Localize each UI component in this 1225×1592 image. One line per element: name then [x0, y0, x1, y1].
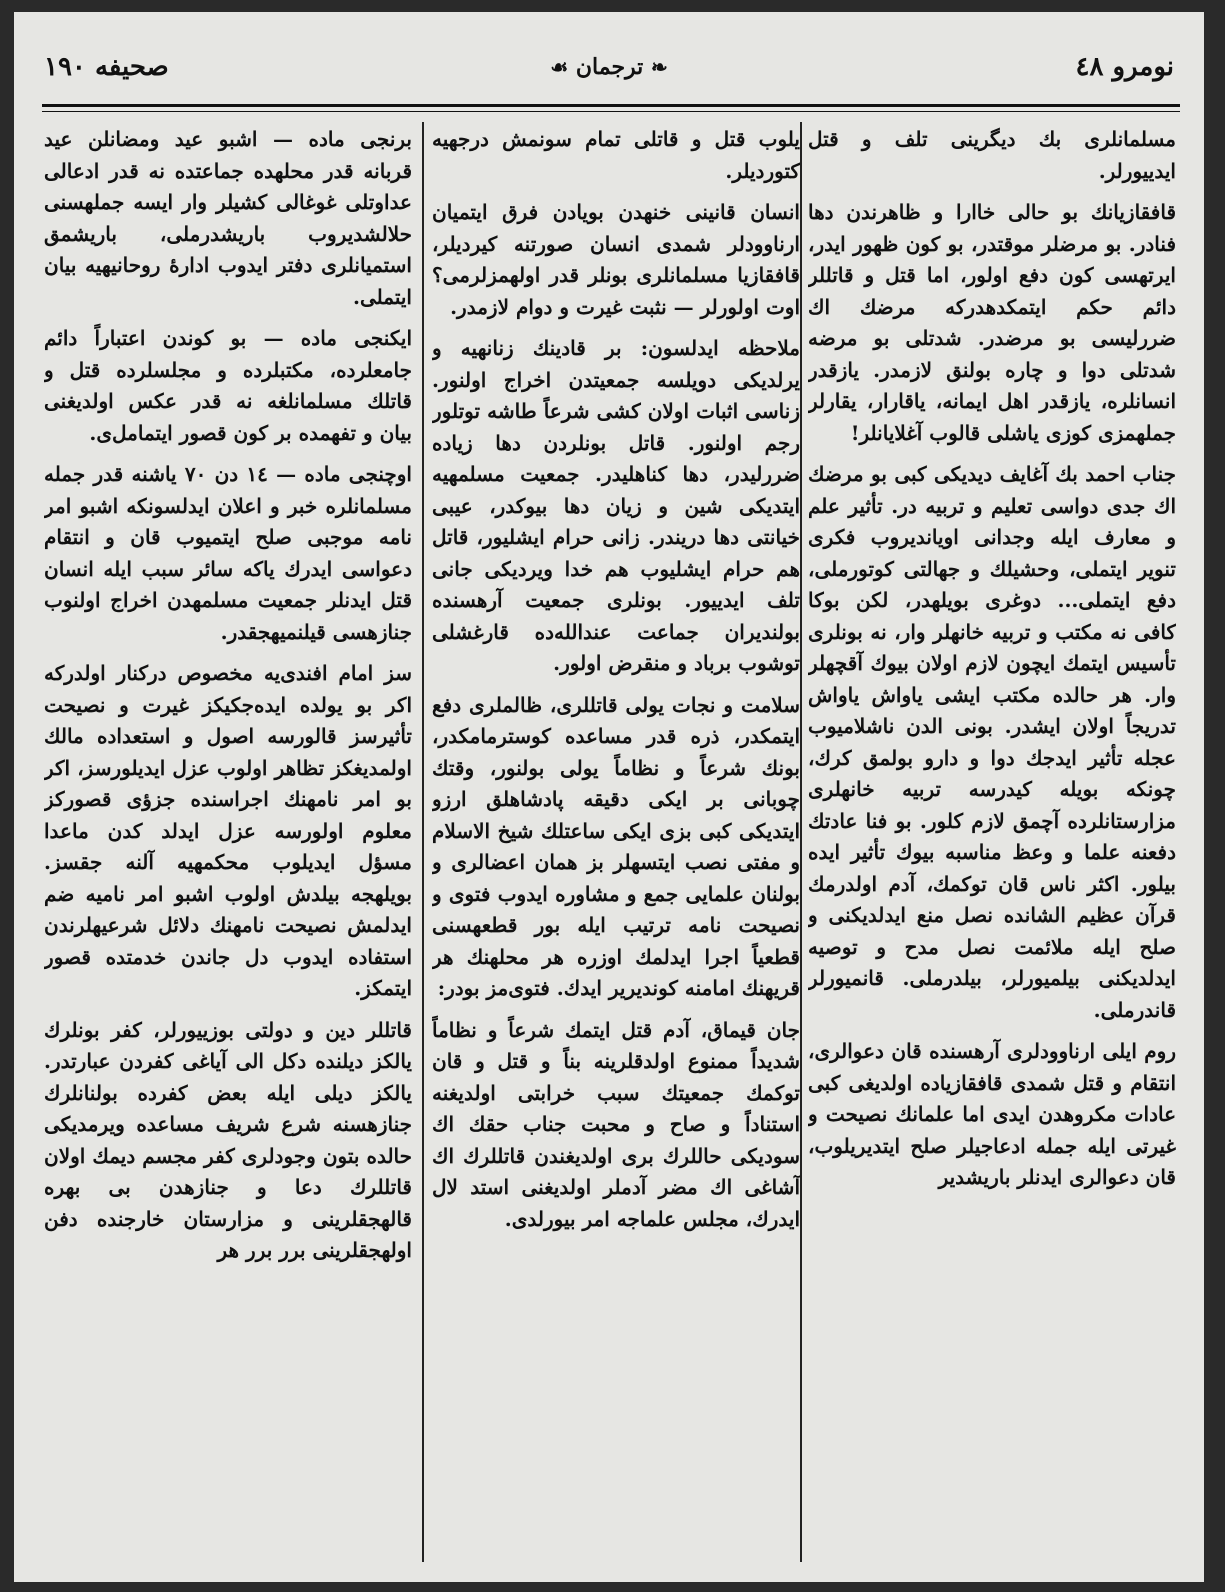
paragraph: سز امام افندی‌یه مخصوص درکنار اولدرکه اکر بو یولده ایده‌جکیکز غیرت و نصیحت تأثیرسز قالورسه اصول و استعداده مالك اولمدیغکز تظاهر اولوب عزل ایدیلورسز، اکر بو امر نامهنك اجراسنده جزؤی قصورکز معلوم اولورسه عزل ایدلد کدن ماعدا مسؤل ایدیلوب محکمهیه آلنه جقسز. بویلهجه بیلدش اولوب اشبو امر نامیه ضم ایدلمش نصیحت نامهنك دلائل شرعیهلرندن استفاده ایدوب دل جاندن خدمتده قصور ایتمکز. — [44, 661, 412, 1000]
paragraph: اوچنجی ماده — ١٤ دن ٧٠ یاشنه قدر جمله مسلمانلره خبر و اعلان ایدلسونکه اشبو امر نامه موجبی صلح ایتمیوب قان و انتقام دعواسی ایدرك یاکه سائر سبب ایله انسان قتل ایدنلر جمعیت مسلمهدن اخراج اولنوب جنازهسی قیلنمیهجقدر. — [44, 462, 412, 644]
paragraph: جناب احمد بك آغایف دیدیکی کبی بو مرضك اك جدی دواسی تعلیم و تربیه در. تأثیر علم و معارف ایله وجدانی اویاندیروب فکری تنویر ایتملی، وحشیلك و جهالتی کوتورملی، دفع ایتملی... دوغری بویلهدر، لکن بوکا کافی نه مکتب و تربیه خانهلر وار، نه بونلری تأسیس ایتمك ایچون لازم اولان بیوك آقچهلر وار. هر حالده مکتب ایشی یاواش یاواش تدریجاً اولان ایشدر. بونی الدن ناشلامیوب عجله تأثیر ایدجك دوا و دارو بولمق کرك، چونکه بویله کیدرسه تربیه خانهلری مزارستانلرده آچمق لازم کلور. بو فنا عادتك دفعنه علما و وعظ مناسبه بیوك تأثیر ایده بیلور. اکثر ناس قان توکمك، آدم اولدرمك قرآن عظیم الشانده نصل منع ایدلدیکنی و صلح ایله ملائمت نصل مدح و توصیه ایدلدیکنی بیلمیورلر، بیلدرملی. قانمیورلر قاندرملی. — [808, 462, 1176, 1022]
column-divider-right — [800, 122, 802, 1562]
paragraph: جان قیماق، آدم قتل ایتمك شرعاً و نظاماً شدیداً ممنوع اولدقلرینه بناً و قتل و قان توکمك جمعیتك سبب خرابتی اولدیغنه استناداً و صاح و محبت جناب حقك اك سودیکی حاللرك بری اولدیغندن قاتللرك اك آشاغی اك مضر آدملر اولدیغنی استد لال ایدرك، مجلس علماجه امر بیورلدی. — [432, 1017, 800, 1231]
paragraph: یلوب قتل و قاتلی تمام سونمش درجهیه کتوردیلر. — [432, 127, 800, 183]
paragraph: سلامت و نجات یولی قاتللری، ظالملری دفع ایتمکدر، ذره قدر مساعده کوسترمامکدر، بونك شرعاً و نظاماً یولی بولنور، وقتك چوبانی بر ایکی دقیقه پادشاهلق ارزو ایتدیکی کبی بزی ایکی ساعتلك شیخ الاسلام و مفتی نصب ایتسهلر بز همان اعضالری و بولنان علمایی جمع و مشاوره ایدوب فتوی و نصیحت نامه ترتیب ایله بور قطعهسنی قطعیاً اجرا ایدلمك اوزره هر محلهنك هر قریهنك امامنه کوندیریر ایدك. فتوی‌مز بودر: — [432, 692, 800, 1000]
newspaper-page — [14, 12, 1204, 1582]
column-divider-left — [422, 122, 424, 1562]
ornament-left-icon: ❧ — [650, 55, 668, 79]
paragraph: روم ایلی ارناوودلری آرهسنده قان دعوالری، انتقام و قتل شمدی قافقازیاده اولدیغی کبی عادات مکروهدن ایدی اما علمانك نصیحت و غیرتی ایله جمله ادعاجیلر صلح ایتدیریلوب، قان دعوالری ایدنلر باریشدیر — [808, 1039, 1176, 1189]
masthead-title-text: ترجمان — [575, 54, 644, 80]
page-number: صحیفه ١٩٠ — [44, 52, 169, 82]
header-rule-thick — [42, 104, 1180, 107]
paragraph: ایکنجی ماده — بو کوندن اعتباراً دائم جامعلرده، مکتبلرده و مجلسلرده قتل و قاتلك مسلمانلغه نه قدر عکس اولدیغنی بیان و تفهمده بر کون قصور ایتمامل‌ی. — [44, 326, 412, 445]
paragraph: ملاحظه ایدلسون: بر قادینك زنانهیه و یرلدیکی دویلسه جمعیتدن اخراج اولنور. زناسی اثبات اولان کشی شرعاً طاشه توتلور رجم اولنور. قاتل بونلردن دها زیاده ضررلیدر، دها کناهلیدر. جمعیت مسلمهیه ایتدیکی شین و زیان دها بیوکدر، عیبی خیانتی دها دریندر. زانی حرام ایشلیور، قاتل هم حرام ایشلیوب هم خدا ویردیکی جانی تلف ایدییور. بونلری جمعیت آرهسنده بولندیران جماعت عندالله‌ده قارغشلی توشوب برباد و منقرض اولور. — [432, 336, 800, 675]
column-left — [44, 124, 412, 1574]
ornament-right-icon: ☙ — [550, 55, 569, 79]
column-middle — [432, 124, 800, 1574]
paragraph: مسلمانلری بك دیگرینی تلف و قتل ایدییورلر. — [808, 127, 1176, 183]
paragraph: انسان قانینی خنهدن بویادن فرق ایتمیان ارناوودلر شمدی انسان صورتنه کیردیلر، قافقازیا مسلمانلری بونلر قدر اولهمزلرمی؟ اوت اولورلر — نثبت غیرت و دوام لازمدر. — [432, 200, 800, 319]
paragraph: قافقازیانك بو حالی خاارا و ظاهرندن دها فنادر. بو مرضلر موقتدر، بو کون ظهور ایدر، ایرتهسی کون دفع اولور، اما قتل و قاتللر دائم حکم ایتمکدهدرکه مرضك اك ضررلیسی بو مرضدر. شدتلی بو مرضه شدتلی دوا و چاره بولنق لازمدر. یازقدر انسانلره، یازقدر اهل ایمانه، یاقارار، یقارلر جملهمزی کوزی یاشلی قالوب آغلایانلر! — [808, 200, 1176, 445]
header-rule-thin — [42, 111, 1180, 112]
page-header — [44, 52, 1174, 92]
paragraph: برنجی ماده — اشبو عید ومضانلن عید قربانه قدر محلهده جماعتده نه قدر ادعالی عداوتلی غوغالی کشیلر وار ایسه جملهسنی حلالشدیروب باریشدرملی، باریشمق استمیانلری دفتر ایدوب ادارهٔ روحانیهیه بیان ایتملی. — [44, 127, 412, 309]
issue-number: نومرو ٤٨ — [1075, 52, 1174, 82]
masthead-title — [550, 54, 668, 80]
paragraph: قاتللر دین و دولتی بوزییورلر، کفر بونلرك یالکز دیلنده دکل الی آیاغی کفردن عبارتدر. یالکز دیلی ایله بعض کفرده بولنانلرك جنازهسنه شرع شریف مساعده ویرمدیکی حالده بتون وجودلری کفر مجسم دیمك اولان قاتللرك دعا و جنازهدن بی بهره قالهجقلرینی و مزارستان خارجنده دفن اولهجقلرینی برر برر هر — [44, 1017, 412, 1262]
column-right — [808, 124, 1176, 1574]
